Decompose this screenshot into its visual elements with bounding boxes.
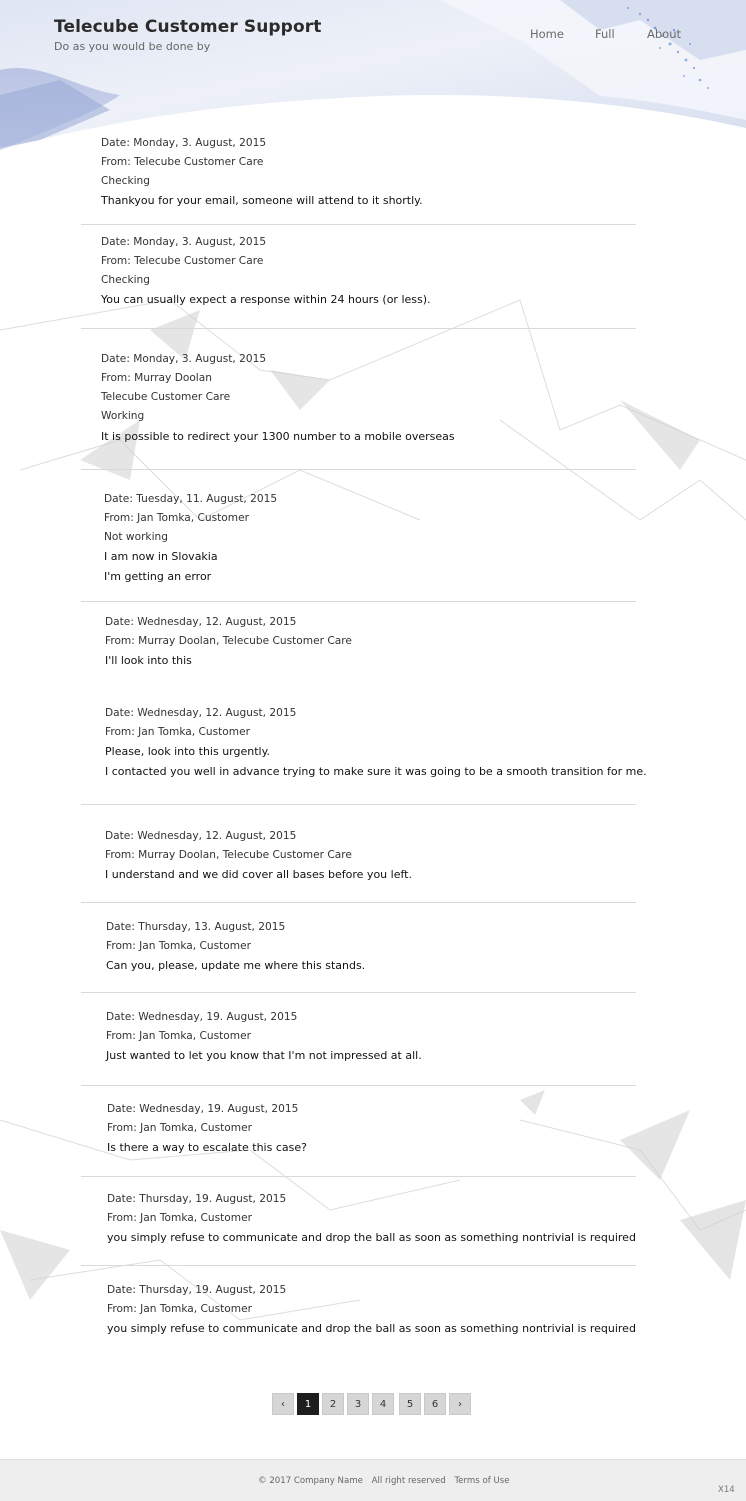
message-body: you simply refuse to communicate and drop the ball as soon as something nontrivial is required (107, 1231, 636, 1244)
message-body: Please, look into this urgently. (105, 745, 271, 758)
message-sender: From: Jan Tomka, Customer (105, 726, 250, 738)
message-date: Date: Monday, 3. August, 2015 (101, 353, 267, 365)
pagination-next-button[interactable]: › (449, 1393, 471, 1415)
message-divider (81, 469, 636, 470)
message-sender-org: Telecube Customer Care (101, 391, 231, 403)
message-sender: From: Jan Tomka, Customer (107, 1122, 252, 1134)
message-body: I am now in Slovakia (104, 550, 218, 563)
message-sender: From: Jan Tomka, Customer (106, 1030, 251, 1042)
message-sender: From: Jan Tomka, Customer (107, 1212, 252, 1224)
site-tagline: Do as you would be done by (54, 40, 211, 53)
message-date: Date: Tuesday, 11. August, 2015 (104, 493, 278, 505)
pagination-page-2[interactable]: 2 (322, 1393, 344, 1415)
message-body: You can usually expect a response within 24 hours (or less). (101, 293, 431, 306)
message-body: you simply refuse to communicate and drop the ball as soon as something nontrivial is required (107, 1322, 636, 1335)
footer-terms-link[interactable]: Terms of Use (454, 1476, 510, 1486)
pagination (0, 1393, 746, 1417)
message-body: I understand and we did cover all bases before you left. (105, 868, 412, 881)
site-title[interactable]: Telecube Customer Support (54, 17, 322, 37)
message-date: Date: Thursday, 19. August, 2015 (107, 1193, 287, 1205)
message-sender: From: Murray Doolan (101, 372, 212, 384)
footer-copyright: © 2017 Company Name (258, 1476, 363, 1486)
version-label: X14 (718, 1485, 735, 1495)
message-divider (81, 1265, 636, 1266)
pagination-page-3[interactable]: 3 (347, 1393, 369, 1415)
message-status: Checking (101, 175, 150, 187)
message-divider (81, 804, 636, 805)
message-date: Date: Monday, 3. August, 2015 (101, 236, 267, 248)
message-body: Just wanted to let you know that I'm not impressed at all. (106, 1049, 422, 1062)
message-body: I contacted you well in advance trying to make sure it was going to be a smooth transition for me. (105, 765, 647, 778)
message-date: Date: Thursday, 13. August, 2015 (106, 921, 286, 933)
pagination-page-1[interactable]: 1 (297, 1393, 319, 1415)
pagination-page-4[interactable]: 4 (372, 1393, 394, 1415)
message-status: Checking (101, 274, 150, 286)
message-sender: From: Jan Tomka, Customer (104, 512, 249, 524)
message-divider (81, 601, 636, 602)
message-sender: From: Telecube Customer Care (101, 156, 264, 168)
message-sender: From: Murray Doolan, Telecube Customer Care (105, 849, 352, 861)
message-body: I'll look into this (105, 654, 192, 667)
pagination-prev-button[interactable]: ‹ (272, 1393, 294, 1415)
message-status: Not working (104, 531, 168, 543)
message-date: Date: Wednesday, 19. August, 2015 (107, 1103, 299, 1115)
pagination-page-6[interactable]: 6 (424, 1393, 446, 1415)
message-date: Date: Wednesday, 12. August, 2015 (105, 830, 297, 842)
message-status: Working (101, 410, 145, 422)
message-sender: From: Telecube Customer Care (101, 255, 264, 267)
message-date: Date: Thursday, 19. August, 2015 (107, 1284, 287, 1296)
nav-link-about[interactable]: About (647, 27, 682, 41)
site-footer (0, 1459, 746, 1501)
message-body: Can you, please, update me where this stands. (106, 959, 366, 972)
nav-link-home[interactable]: Home (530, 27, 564, 41)
message-divider (81, 992, 636, 993)
message-sender: From: Murray Doolan, Telecube Customer Care (105, 635, 352, 647)
message-body: Is there a way to escalate this case? (107, 1141, 307, 1154)
nav-link-full[interactable]: Full (595, 27, 615, 41)
message-body: I'm getting an error (104, 570, 212, 583)
message-divider (81, 902, 636, 903)
message-date: Date: Wednesday, 12. August, 2015 (105, 616, 297, 628)
message-sender: From: Jan Tomka, Customer (107, 1303, 252, 1315)
message-body: It is possible to redirect your 1300 number to a mobile overseas (101, 430, 455, 443)
message-sender: From: Jan Tomka, Customer (106, 940, 251, 952)
message-body: Thankyou for your email, someone will attend to it shortly. (101, 194, 423, 207)
message-date: Date: Monday, 3. August, 2015 (101, 137, 267, 149)
message-divider (81, 328, 636, 329)
message-date: Date: Wednesday, 12. August, 2015 (105, 707, 297, 719)
message-divider (81, 1085, 636, 1086)
message-divider (81, 224, 636, 225)
footer-legal (258, 1476, 516, 1486)
footer-rights: All right reserved (371, 1476, 446, 1486)
message-divider (81, 1176, 636, 1177)
pagination-page-5[interactable]: 5 (399, 1393, 421, 1415)
message-date: Date: Wednesday, 19. August, 2015 (106, 1011, 298, 1023)
